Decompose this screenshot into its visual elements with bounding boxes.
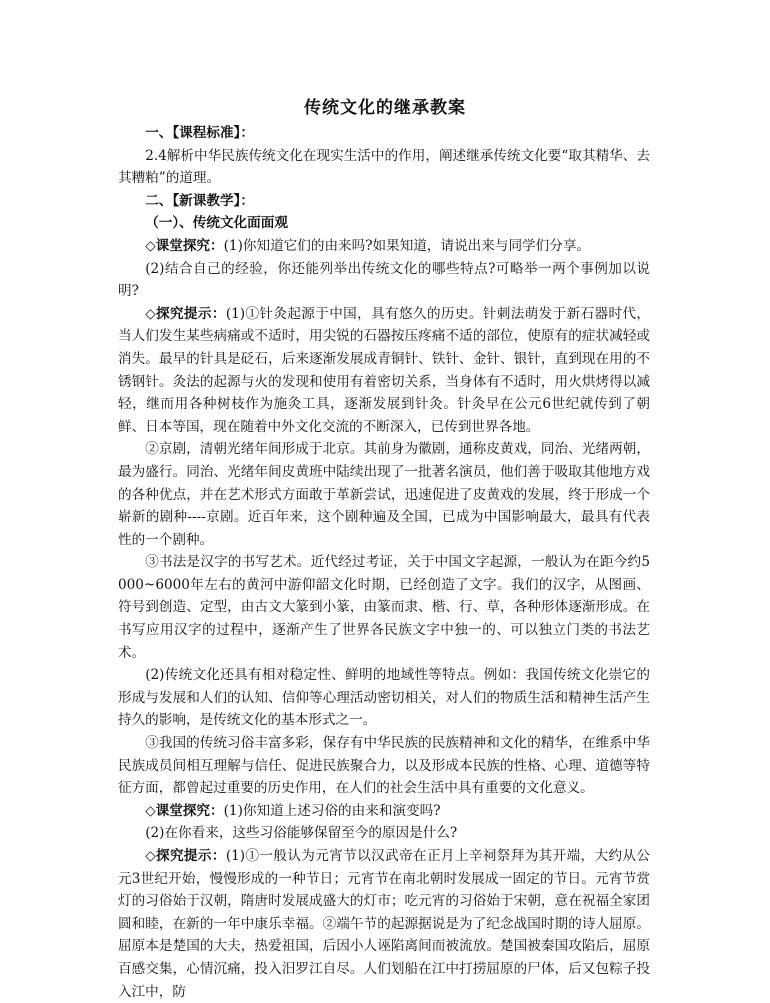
paragraph-customs: ③我国的传统习俗丰富多彩，保存有中华民族的民族精神和文化的精华，在维系中华民族成员间相互理解与信任、促进民族聚合力，以及形成本民族的性格、心理、道德等特征方面，都曾起过重要的历史作用，在人们的社会生活中具有重要的文化意义。: [118, 735, 650, 797]
inquiry-lead: ◇课堂探究：: [145, 237, 224, 254]
inquiry-question-2: (2)结合自己的经验，你还能列举出传统文化的哪些特点?可略举一两个事例加以说明?: [118, 260, 650, 300]
inquiry-question-3: [118, 800, 650, 823]
hint-lead: ◇探究提示：: [145, 305, 226, 322]
hint-text: (1)①一般认为元宵节以汉武帝在正月上辛祠祭拜为其开端，大约从公元3世纪开始，慢慢形成的一种节日；元宵节在南北朝时发展成一固定的节日。元宵节赏灯的习俗始于汉朝，隋唐时发展成盛大的灯市；吃元宵的习俗始于宋朝，意在祝福全家团圆和睦，在新的一年中康乐幸福。②端午节的起源据说是为了纪念战国时期的诗人屈原。屈原本是楚国的大夫，热爱祖国，后因小人诬陷离间而被流放。楚国被秦国攻陷后，屈原百感交集，心情沉痛，投入汨罗江自尽。人们划船在江中打捞屈原的尸体，后又包粽子投入江中，防: [118, 848, 650, 1000]
inquiry-question-1: [118, 235, 650, 258]
hint-lead: ◇探究提示：: [145, 848, 226, 864]
hint-text: (1)①针灸起源于中国，具有悠久的历史。针刺法萌发于新石器时代，当人们发生某些病痛或不适时，用尖锐的石器按压疼痛不适的部位，使原有的症状减轻或消失。最早的针具是砭石，后来逐渐发展成青铜针、铁针、金针、银针，直到现在用的不锈钢针。灸法的起源与火的发现和使用有着密切关系，当身体有不适时，用火烘烤得以减轻，继而用各种树枝作为施灸工具，逐渐发展到针灸。针灸早在公元6世纪就传到了朝鲜、日本等国，现在随着中外文化交流的不断深入，已传到世界各地。: [118, 305, 650, 435]
inquiry-question-4: (2)在你看来，这些习俗能够保留至今的原因是什么?: [145, 825, 458, 842]
inquiry-text: (1)你知道上述习俗的由来和演变吗?: [223, 802, 441, 819]
section-heading-new-lesson: 二、【新课教学】：: [145, 192, 254, 209]
inquiry-lead: ◇课堂探究：: [145, 802, 224, 819]
document-title: 传统文化的继承教案: [304, 98, 466, 118]
inquiry-text: (1)你知道它们的由来吗?如果知道，请说出来与同学们分享。: [223, 237, 591, 254]
subsection-heading: （一）、传统文化面面观: [145, 215, 288, 232]
paragraph-peking-opera: ②京剧，清朝光绪年间形成于北京。其前身为徽剧，通称皮黄戏，同治、光绪两朝，最为盛行。同治、光绪年间皮黄班中陆续出现了一批著名演员，他们善于吸取其他地方戏的各种优点，并在艺术形式方面敢于革新尝试，迅速促进了皮黄戏的发展，终于形成一个崭新的剧种----京剧。近百年来，这个剧种遍及全国，已成为中国影响最大，最具有代表性的一个剧种。: [118, 441, 650, 548]
hint-paragraph-festivals: [118, 845, 650, 1003]
document-body: [118, 122, 650, 1003]
paragraph-calligraphy: ③书法是汉字的书写艺术。近代经过考证，关于中国文字起源，一般认为在距今约5000~6000年左右的黄河中游仰韶文化时期，已经创造了文字。我们的汉字，从图画、符号到创造、定型，由古文大篆到小篆，由篆而隶、楷、行、草，各种形体逐渐形成。在书写应用汉字的过程中，逐渐产生了世界各民族文字中独一的、可以独立门类的书法艺术。: [118, 554, 650, 661]
section-heading-standard: 一、【课程标准】：: [145, 125, 254, 141]
hint-paragraph-acupuncture: [118, 303, 650, 439]
standard-paragraph: 2.4解析中华民族传统文化在现实生活中的作用，阐述继承传统文化要“取其精华、去其糟粕”的道理。: [118, 147, 650, 187]
paragraph-features: (2)传统文化还具有相对稳定性、鲜明的地域性等特点。例如：我国传统文化崇它的形成与发展和人们的认知、信仰等心理活动密切相关，对人们的物质生活和精神生活产生持久的影响，是传统文化的基本形式之一。: [118, 667, 650, 729]
